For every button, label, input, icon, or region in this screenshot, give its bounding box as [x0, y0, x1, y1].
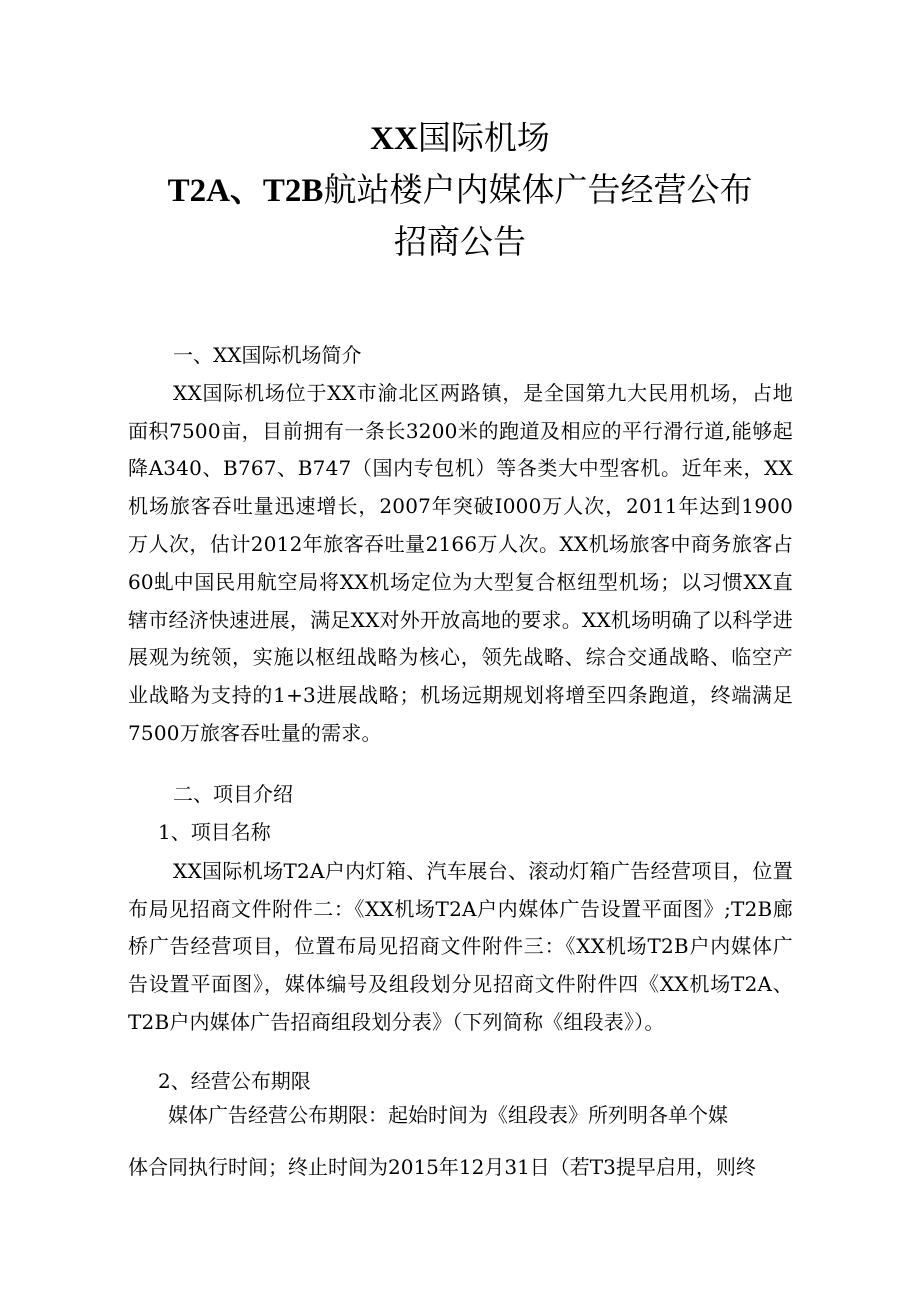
section-2-2-line-1: 媒体广告经营公布期限：起始时间为《组段表》所列明各单个媒	[168, 1103, 728, 1127]
section-2-2-line-2: 体合同执行时间；终止时间为2015年12月31日（若T3提早启用，则终	[128, 1155, 756, 1179]
title-line-1-cjk: 国际机场	[417, 118, 550, 157]
title-line-2-cjk: 航站楼户内媒体广告经营公布	[323, 170, 753, 209]
section-1-paragraph-2	[128, 564, 793, 753]
section-1-heading: 一、XX国际机场简介	[173, 343, 362, 367]
title-line-1-latin: XX	[370, 121, 418, 157]
title-line-2-latin: T2A、T2B	[167, 173, 324, 209]
section-1-paragraph-2-text: 中国民用航空局将XX机场定位为大型复合枢纽型机场；以习惯XX直辖市经济快速进展，满足XX对外开放高地的要求。XX机场明确了以科学进展观为统领，实施以枢纽战略为核心，领先战略、综合交通战略、临空产业战略为支持的1+3进展战略；机场远期规划将增至四条跑道，终端满足7500万旅客吞吐量的需求。	[128, 570, 793, 745]
section-2-1-paragraph-text: XX国际机场T2A户内灯箱、汽车展台、滚动灯箱广告经营项目，位置布局见招商文件附件二：《XX机场T2A户内媒体广告设置平面图》;T2B廊桥广告经营项目，位置布局见招商文件附件三：《XX机场T2B户内媒体广告设置平面图》，媒体编号及组段划分见招商文件附件四《XX机场T2A、T2B户内媒体广告招商组段划分表》（下列简称《组段表》）。	[128, 859, 793, 1034]
section-2-2-heading: 2、经营公布期限	[158, 1069, 311, 1093]
section-1-paragraph-1-text: XX国际机场位于XX市渝北区两路镇，是全国第九大民用机场，占地面积7500亩，目前拥有一条长3200米的跑道及相应的平行滑行道,能够起降A340、B767、B747（国内专包机）等各类大中型客机。近年来，XX机场旅客吞吐量迅速增长，2007年突破I000万人次，2011年达到1900万人次，估计2012年旅客吞吐量2166万人次。XX机场旅客中商务旅客占60虬	[128, 381, 793, 594]
title-line-2	[0, 170, 920, 211]
section-2-heading: 二、项目介绍	[173, 782, 293, 806]
title-line-3: 招商公告	[394, 222, 526, 261]
title-line-1	[0, 118, 920, 159]
section-2-1-paragraph	[128, 853, 793, 1042]
section-2-1-heading: 1、项目名称	[158, 820, 271, 844]
